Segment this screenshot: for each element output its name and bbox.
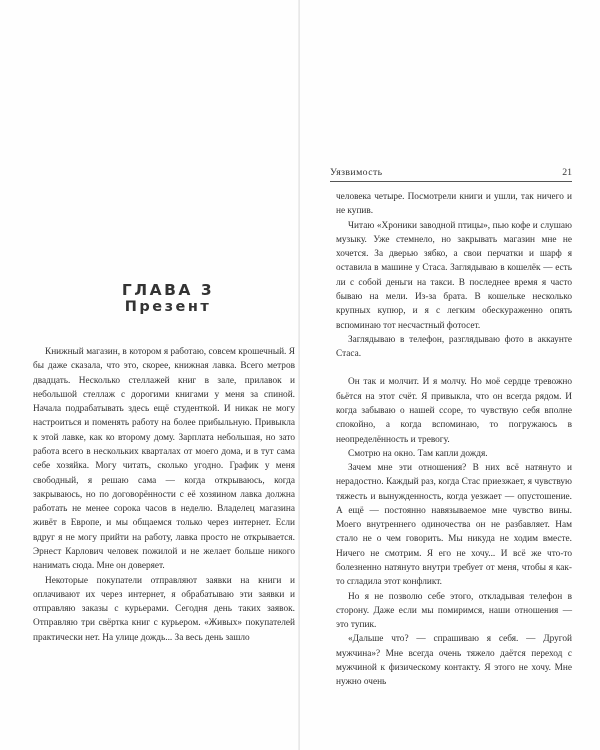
- paragraph: Книжный магазин, в котором я работаю, совсем крошечный. Я бы даже сказала, что это, скорее, книжная лавка. Всего метров двадцать. Несколько стеллажей книг в зале, прилавок и небольшой стеллаж с дорогими книгами у меня за спиной. Начала подрабатывать здесь ещё студенткой. И никак не могу настроиться и поменять работу на более прибыльную. Привыкла к этой лавке, как ко второму дому. Зарплата небольшая, но зато работа всего в нескольких кварталах от моего дома, и в тут сама себе хозяйка. Могу читать, сколько угодно. График у меня свободный, я решаю сама — когда открываюсь, когда закрываюсь, но по договорённости с её хозяином лавка должна работать не менее сорока часов в неделю. Владелец магазина живёт в Европе, и мы общаемся только через интернет. Если вдруг я не могу прийти на работу, лавка просто не открывается. Эрнест Карлович человек пожилой и не желает больше никого нанимать сюда. Мне он доверяет.: [33, 347, 295, 572]
- section-break: [336, 361, 572, 375]
- paragraph: «Дальше что? — спрашиваю я себя. — Другой мужчина»? Мне всегда очень тяжело даётся переход с мужчиной к физическому контакту. Я этого не хочу. Мне нужно очень: [336, 634, 572, 688]
- paragraph: Заглядываю в телефон, разглядываю фото в аккаунте Стаса.: [336, 334, 572, 360]
- paragraph: Зачем мне эти отношения? В них всё натянуто и нерадостно. Каждый раз, когда Стас приезжает, я чувствую тяжесть и вынужденность, когда уезжает — опустошение. А ещё — постоянно навязываемое мне чувство вины. Моего внутреннего одиночества он не разбавляет. Нам стало не о чем говорить. Мы никуда не ходим вместе. Ничего не смотрим. Я его не хочу... И всё же что-то болезненно натянуто внутри требует от меня, чтобы я как-то сгладила этот конфликт.: [336, 463, 572, 588]
- paragraph: Читаю «Хроники заводной птицы», пью кофе и слушаю музыку. Уже стемнело, но закрывать магазин мне не хочется. За дверью зябко, а свои перчатки и шарф я оставила в машине у Стаса. Заглядываю в кошелёк — есть ли с собой деньги на такси. В последнее время я часто бываю на мели. Из-за брата. В кошельке несколько крупных купюр, и я с легким обескураженно опять вспоминаю тот несчастный фотосет.: [336, 220, 572, 331]
- page-number: 21: [562, 167, 572, 178]
- paragraph: Но я не позволю себе этого, откладывая телефон в сторону. Даже если мы помиримся, наши отношения — это тупик.: [336, 591, 572, 631]
- chapter-title: Презент: [124, 299, 212, 315]
- running-header: [330, 167, 572, 182]
- right-page-text: [336, 190, 572, 690]
- paragraph: Он так и молчит. И я молчу. Но моё сердце тревожно бьётся на этот счёт. Я привыкла, что он всегда рядом. И когда забываю о нашей ссоре, то чувствую себя вполне спокойно, а когда вспоминаю, то погружаюсь в неопределённость и тревогу.: [336, 377, 572, 445]
- left-page-text: [33, 345, 295, 645]
- paragraph: Смотрю на окно. Там капли дождя.: [348, 448, 488, 459]
- running-title: Уязвимость: [330, 167, 383, 178]
- paragraph: Некоторые покупатели отправляют заявки на книги и оплачивают их через интернет, я обрабатываю эти заявки и отправляю заказы с курьерами. Сегодня день таких заявок. Отправляю три свёртка книг с курьером. «Живых» покупателей практически нет. На улице дождь... За весь день зашло: [33, 575, 295, 643]
- paragraph: человека четыре. Посмотрели книги и ушли, так ничего и не купив.: [336, 192, 572, 217]
- chapter-number: ГЛАВА 3: [121, 281, 215, 299]
